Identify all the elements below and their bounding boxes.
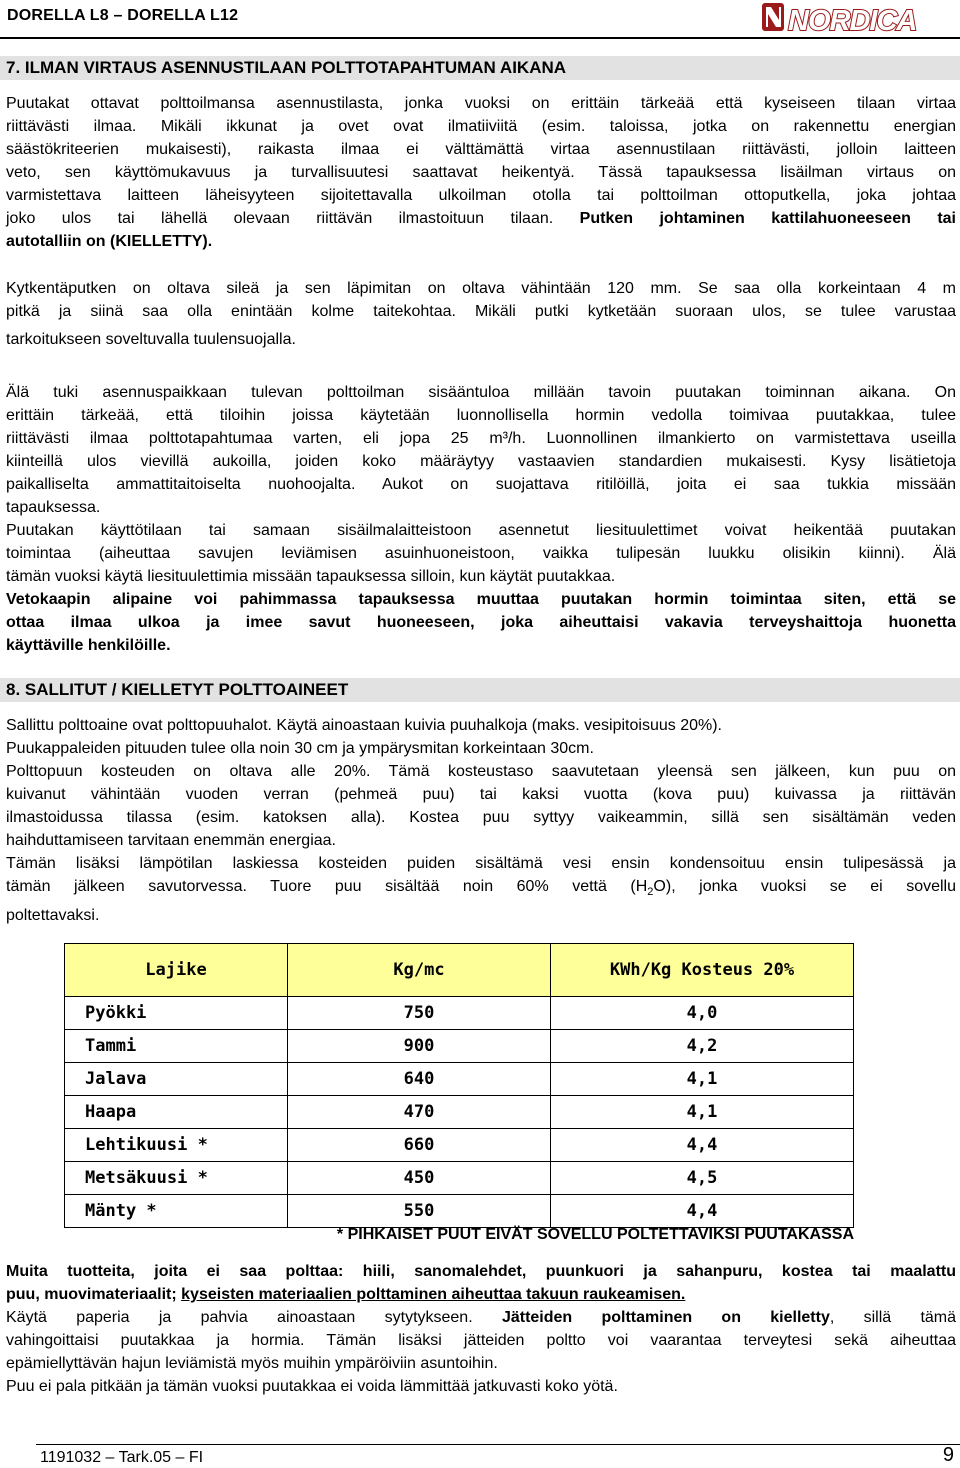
section-8-paragraph-2	[6, 1260, 956, 1306]
text-line: veto, sen käyttömukavuus ja turvallisuutesi saattavat heikentyä. Tässä tapauksessa lisäilman virtaus on	[6, 164, 956, 181]
table-cell: 4,1	[551, 1063, 854, 1096]
table-row	[65, 1195, 854, 1228]
table-cell: 4,4	[551, 1129, 854, 1162]
text-span: Käytä paperia ja pahvia ainoastaan sytytykseen.	[6, 1309, 473, 1326]
section-8-paragraph-1	[6, 714, 956, 927]
text-line: Sallittu polttoaine ovat polttopuuhalot. Käytä ainoastaan kuivia puuhalkoja (maks. vesipitoisuus 20%).	[6, 717, 722, 734]
text-span: O), jonka vuoksi se ei sovellu	[653, 878, 957, 895]
table-cell: 900	[288, 1030, 551, 1063]
section-8-heading-bar	[0, 678, 960, 702]
text-span: , sillä tämä	[829, 1309, 957, 1326]
logo-text: NORDICA	[788, 5, 917, 36]
table-cell: Metsäkuusi *	[65, 1162, 288, 1195]
text-span: joko ulos tai lähellä olevaan riittävän ilmastoituun tilaan.	[6, 210, 554, 227]
text-line: tarkoitukseen soveltuvalla tuulensuojalla.	[6, 331, 296, 348]
warning-line: Vetokaapin alipaine voi pahimmassa tapauksessa muuttaa puutakan hormin toimintaa siten, että se	[6, 591, 956, 608]
text-line: riittävästi ilmaa. Mikäli ikkunat ja ovet ovat ilmatiiviitä (esim. taloissa, jotka on rakennettu energian	[6, 118, 956, 135]
table-header-row	[65, 944, 854, 997]
text-line: paikalliselta ammattitaitoiselta nuohoojalta. Aukot on suojattava ritilöillä, joita ei saa tukkia missään	[6, 476, 956, 493]
text-line: haihduttamiseen tarvitaan enemmän energiaa.	[6, 832, 336, 849]
text-line: pitkä ja siinä saa olla enintään kolme taitekohtaa. Mikäli putki kytketään suoraan ulos, se tulee varustaa	[6, 303, 956, 320]
nordica-logo	[760, 0, 956, 36]
text-line	[6, 1283, 956, 1306]
table-cell: 750	[288, 997, 551, 1030]
table-cell: Lehtikuusi *	[65, 1129, 288, 1162]
text-line: riittävästi ilmaa polttotapahtumaa varten, eli jopa 25 m³/h. Luonnollinen ilmankierto on varmistettava useilla	[6, 430, 956, 447]
table-cell: Mänty *	[65, 1195, 288, 1228]
text-line: Puu ei pala pitkään ja tämän vuoksi puutakkaa ei voida lämmittää jatkuvasti koko yötä.	[6, 1378, 618, 1395]
column-header: KWh/Kg Kosteus 20%	[551, 944, 854, 997]
text-line: epämiellyttävän hajun leviämistä myös muihin ympäröiviin asuntoihin.	[6, 1355, 498, 1372]
text-line	[6, 207, 956, 230]
warning-line: käyttäville henkilöille.	[6, 637, 171, 654]
document-title: DORELLA L8 – DORELLA L12	[7, 7, 239, 24]
section-7-paragraph-3	[6, 381, 956, 588]
table-cell: Haapa	[65, 1096, 288, 1129]
header-divider	[0, 37, 960, 39]
text-line: Puutakat ottavat polttoilmansa asennustilasta, jonka vuoksi on erittäin tärkeää että kyseiseen tilaan virtaa	[6, 95, 956, 112]
table-row	[65, 997, 854, 1030]
text-line: Kytkentäputken on oltava sileä ja sen läpimitan on oltava vähintään 120 mm. Se saa olla korkeintaan 4 m	[6, 280, 956, 297]
text-line: erittäin tärkeää, että tiloihin joissa käytetään luonnollisella hormin vedolla toimivaa puutakkaa, tulee	[6, 407, 956, 424]
text-line: toimintaa (aiheuttaa savujen leviämisen asuinhuoneistoon, vaikka tulipesän luukku olisikin kiinni). Älä	[6, 545, 956, 562]
table-cell: 4,1	[551, 1096, 854, 1129]
text-line: kuivanut vähintään vuoden verran (pehmeä puu) tai kaksi vuotta (kova puu) kuivassa ja riittävän	[6, 786, 956, 803]
prohibition-text-end: autotalliin on (KIELLETTY).	[6, 233, 213, 250]
subscript: 2	[647, 886, 654, 899]
text-line: Puutakan käyttötilaan tai samaan sisäilmalaitteistoon asennetut liesituulettimet voivat heikentää puutakan	[6, 522, 956, 539]
table-row	[65, 1129, 854, 1162]
warranty-warning: kyseisten materiaalien polttaminen aiheuttaa takuun raukeamisen.	[181, 1286, 686, 1303]
section-8-paragraph-3	[6, 1306, 956, 1398]
section-7-paragraph-1	[6, 92, 956, 253]
footer-divider	[36, 1444, 960, 1445]
table-row	[65, 1030, 854, 1063]
table-cell: 470	[288, 1096, 551, 1129]
table-row	[65, 1063, 854, 1096]
text-line: Muita tuotteita, joita ei saa polttaa: hiili, sanomalehdet, puunkuori ja sahanpuru, kostea tai maalattu	[6, 1263, 956, 1280]
table-cell: Pyökki	[65, 997, 288, 1030]
column-header: Kg/mc	[288, 944, 551, 997]
table-cell: 4,5	[551, 1162, 854, 1195]
wood-table	[64, 943, 854, 1228]
section-7-paragraph-2	[6, 277, 956, 351]
resinous-wood-note: * PIHKAISET PUUT EIVÄT SOVELLU POLTETTAVIKSI PUUTAKASSA	[336, 1226, 854, 1243]
table-cell: Jalava	[65, 1063, 288, 1096]
document-code: 1191032 – Tark.05 – FI	[40, 1449, 204, 1466]
text-line	[6, 1306, 956, 1329]
text-line: säästökriteerien mukaisesti), raikasta ilmaa ei välttämättä virtaa asennustilaan riittävästi, jolloin laitteen	[6, 141, 956, 158]
text-line: Puukappaleiden pituuden tulee olla noin 30 cm ja ympärysmitan korkeintaan 30cm.	[6, 740, 594, 757]
table-cell: 4,0	[551, 997, 854, 1030]
section-8-heading: 8. SALLITUT / KIELLETYT POLTTOAINEET	[6, 680, 349, 699]
text-line: tämän vuoksi käytä liesituulettimia missään tapauksessa silloin, kun käytät puutakkaa.	[6, 568, 616, 585]
text-line: vahingoittaisi puutakkaa ja hormia. Tämän lisäksi jätteiden poltto voi vaarantaa terveytesi sekä aiheuttaa	[6, 1332, 956, 1349]
text-line: kiinteillä ulos vievillä aukoilla, joiden koko määräytyy vastaavien standardien mukaisesti. Kysy lisätietoja	[6, 453, 956, 470]
table-row	[65, 1096, 854, 1129]
waste-prohibition: Jätteiden polttaminen on kielletty	[501, 1309, 830, 1326]
text-line: poltettavaksi.	[6, 907, 100, 925]
page-number: 9	[942, 1444, 954, 1466]
table-cell: 640	[288, 1063, 551, 1096]
text-line: Älä tuki asennuspaikkaan tulevan polttoilman sisääntuloa millään tavoin puutakan toiminnan aikana. On	[6, 384, 956, 401]
page-header	[0, 0, 960, 40]
text-line: Polttopuun kosteuden on oltava alle 20%. Tämä kosteustaso saavutetaan yleensä sen jälkeen, kun puu on	[6, 763, 956, 780]
text-line: Tämän lisäksi lämpötilan laskiessa kosteiden puiden sisältämä vesi ensin kondensoituu ensin tulipesässä ja	[6, 855, 956, 872]
section-7-warning	[6, 588, 956, 657]
table-row	[65, 1162, 854, 1195]
section-7-heading: 7. ILMAN VIRTAUS ASENNUSTILAAN POLTTOTAPAHTUMAN AIKANA	[6, 58, 567, 77]
text-line: varmistettava laitteen läheisyyteen sijoitettavalla ulkoilman otolla tai polttoilman ottoputkella, joka johtaa	[6, 187, 956, 204]
table-cell: 4,2	[551, 1030, 854, 1063]
text-line: tapauksessa.	[6, 499, 101, 516]
table-cell: 450	[288, 1162, 551, 1195]
text-span: tämän jälkeen savutorvessa. Tuore puu sisältää noin 60% vettä (H	[6, 878, 648, 895]
table-cell: Tammi	[65, 1030, 288, 1063]
text-span: puu, muovimateriaalit;	[6, 1286, 177, 1303]
text-line: ilmastoidussa tilassa (esim. katoksen alla). Kostea puu syttyy vaikeammin, sillä sen sisältämän veden	[6, 809, 956, 826]
table-cell: 660	[288, 1129, 551, 1162]
warning-line: ottaa ilmaa ulkoa ja imee savut huoneeseen, joka aiheuttaisi vakavia terveyshaittoja huonetta	[6, 614, 956, 631]
table-cell: 550	[288, 1195, 551, 1228]
section-7-heading-bar	[0, 56, 960, 80]
column-header: Lajike	[65, 944, 288, 997]
table-cell: 4,4	[551, 1195, 854, 1228]
prohibition-text: Putken johtaminen kattilahuoneeseen tai	[579, 210, 956, 227]
text-line	[6, 875, 956, 904]
